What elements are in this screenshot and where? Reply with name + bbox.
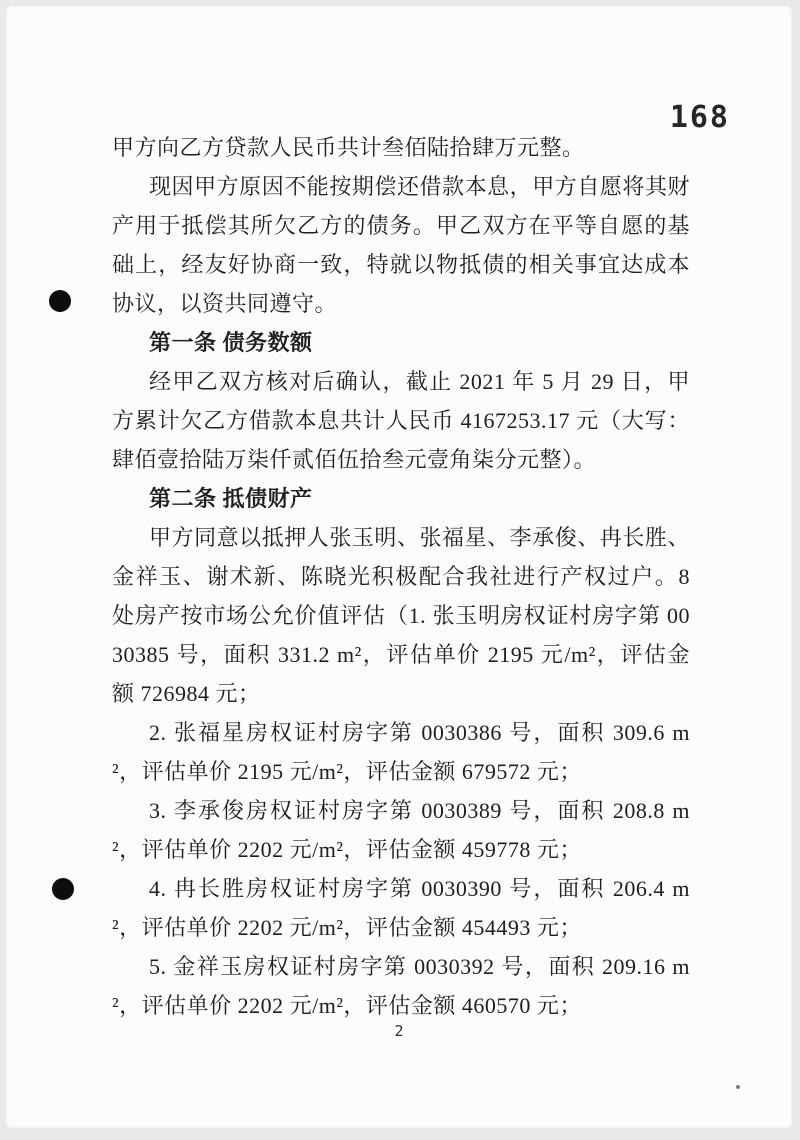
document-page bbox=[6, 6, 792, 1128]
paragraph-continuation: 甲方向乙方贷款人民币共计叁佰陆拾肆万元整。 bbox=[112, 135, 585, 160]
paragraph-preamble: 现因甲方原因不能按期偿还借款本息，甲方自愿将其财产用于抵偿其所欠乙方的债务。甲乙双方在平等自愿的基础上，经友好协商一致，特就以物抵债的相关事宜达成本协议，以资共同遵守。 bbox=[112, 174, 690, 316]
punch-hole-bottom bbox=[52, 878, 74, 900]
paragraph-property-item-4: 4. 冉长胜房权证村房字第 0030390 号，面积 206.4 m²，评估单价 2202 元/m²，评估金额 454493 元； bbox=[112, 876, 690, 940]
paragraph-property-item-5: 5. 金祥玉房权证村房字第 0030392 号，面积 209.16 m²，评估单价 2202 元/m²，评估金额 460570 元； bbox=[112, 954, 690, 1018]
heading-article-2: 第二条 抵债财产 bbox=[149, 486, 313, 511]
heading-article-1: 第一条 债务数额 bbox=[149, 330, 313, 355]
document-body bbox=[112, 128, 690, 1025]
archive-page-number: 168 bbox=[669, 100, 730, 135]
punch-hole-top bbox=[49, 290, 71, 312]
paragraph-property-item-3: 3. 李承俊房权证村房字第 0030389 号，面积 208.8 m²，评估单价 2202 元/m²，评估金额 459778 元； bbox=[112, 798, 690, 862]
scan-noise-speck bbox=[736, 1085, 740, 1089]
paragraph-property-item-1: 甲方同意以抵押人张玉明、张福星、李承俊、冉长胜、金祥玉、谢术新、陈晓光积极配合我社进行产权过户。8 处房产按市场公允价值评估（1. 张玉明房权证村房字第 0030385 号，面积 331.2 m²，评估单价 2195 元/m²，评估金额 726984 元； bbox=[112, 525, 690, 706]
paragraph-debt-amount: 经甲乙双方核对后确认，截止 2021 年 5 月 29 日，甲方累计欠乙方借款本息共计人民币 4167253.17 元（大写：肆佰壹拾陆万柒仟贰佰伍拾叁元壹角柒分元整）。 bbox=[112, 369, 690, 472]
paragraph-property-item-2: 2. 张福星房权证村房字第 0030386 号，面积 309.6 m²，评估单价 2195 元/m²，评估金额 679572 元； bbox=[112, 720, 690, 784]
footer-page-number: 2 bbox=[394, 1022, 404, 1040]
